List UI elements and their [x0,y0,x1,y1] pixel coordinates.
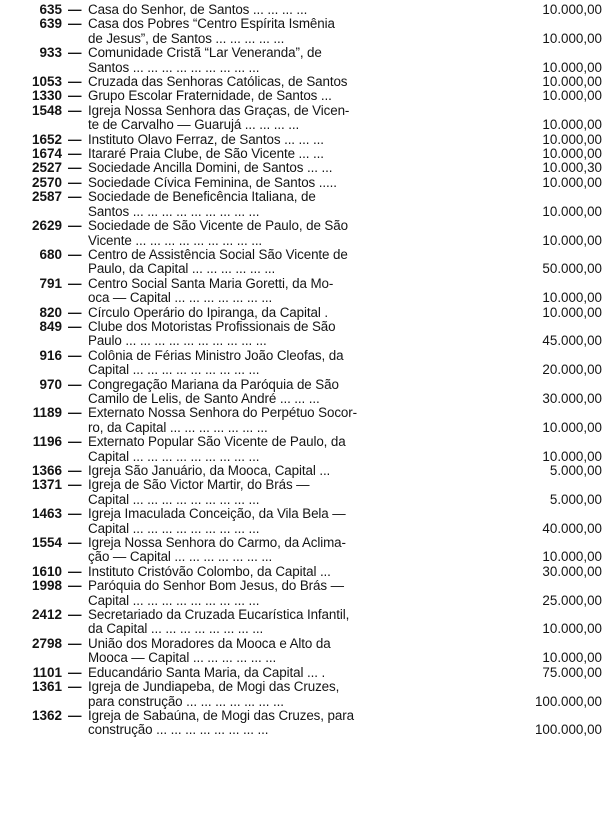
entry-dash: — [68,174,82,190]
entry-dash: — [68,275,82,291]
entry-list [6,3,602,738]
entry-dash: — [68,16,82,32]
entry-dash: — [68,434,82,450]
entry-number: 970 [39,376,62,392]
entry-number: 1610 [31,563,62,579]
list-item [6,306,602,320]
description-line: te de Carvalho — Guarujá ... ... ... ... [88,118,300,133]
entry-dash: — [68,304,82,320]
description-line: Igreja Nossa Senhora das Graças, de Vicen- [88,103,350,118]
description-line: Casa dos Pobres “Centro Espírita Ismênia [88,17,335,32]
description-line: Clube dos Motoristas Profissionais de São [88,319,336,334]
entry-amount: 40.000,00 [542,520,602,536]
entry-description [88,666,474,680]
entry-number: 1366 [31,463,62,478]
description-line: ção — Capital ... ... ... ... ... ... ... [88,550,273,565]
entry-number: 2527 [31,160,62,176]
entry-description [88,464,474,478]
entry-amount: 30.000,00 [542,390,602,406]
description-line: Igreja Imaculada Conceição, da Vila Bela — [88,507,346,522]
entry-amount: 10.000,00 [542,88,602,104]
entry-dash: — [68,347,82,363]
entry-amount: 10.000,00 [542,448,602,464]
entry-amount: 10.000,00 [542,419,602,435]
entry-amount: 100.000,00 [534,693,602,709]
description-line: construção ... ... ... ... ... ... ... ... [88,723,269,738]
entry-dash: — [68,131,82,147]
entry-dash: — [68,463,82,478]
entry-amount: 10.000,00 [542,117,602,133]
entry-number: 635 [39,2,62,17]
entry-amount: 10.000,00 [542,203,602,219]
entry-number: 849 [39,318,62,334]
entry-description [88,320,474,349]
entry-dash: — [68,218,82,234]
description-line: para construção ... ... ... ... ... ... ... [88,694,284,709]
list-item [6,133,602,147]
entry-number: 2570 [31,174,62,190]
list-item [6,17,602,46]
list-item [6,147,602,161]
entry-amount: 100.000,00 [534,722,602,738]
description-line: Instituto Cristóvão Colombo, da Capital ... [88,564,331,579]
entry-dash: — [68,535,82,551]
entry-number: 2629 [31,218,62,234]
list-item [6,190,602,219]
description-line: Círculo Operário do Ipiranga, da Capital . [88,305,328,320]
entry-description [88,565,474,579]
entry-description [88,637,474,666]
entry-amount: 10.000,00 [542,621,602,637]
entry-number: 1196 [32,434,62,450]
entry-number: 820 [39,304,62,320]
list-item [6,579,602,608]
list-item [6,349,602,378]
entry-number: 1652 [31,131,62,147]
entry-description [88,608,474,637]
entry-number: 1361 [31,679,62,695]
entry-dash: — [68,635,82,651]
entry-dash: — [68,679,82,695]
entry-number: 1674 [31,146,62,162]
entry-dash: — [68,146,82,162]
description-line: Sociedade Ancilla Domini, de Santos ... ... [88,161,333,176]
description-line: Capital ... ... ... ... ... ... ... ... ... [88,492,260,507]
description-line: Externato Popular São Vicente de Paulo, da [88,435,346,450]
entry-description [88,306,474,320]
description-line: Capital ... ... ... ... ... ... ... ... ... [88,593,260,608]
entry-amount: 10.000,00 [542,74,602,90]
entry-dash: — [68,477,82,493]
entry-description [88,190,474,219]
entry-amount: 75.000,00 [542,664,602,680]
list-item [6,75,602,89]
description-line: Camilo de Lelis, de Santo André ... ... ... [88,391,320,406]
entry-number: 680 [39,246,62,262]
entry-dash: — [68,506,82,522]
description-line: Itararé Praia Clube, de São Vicente ... ... [88,147,324,162]
entry-description [88,3,474,17]
description-line: Sociedade de São Vicente de Paulo, de São [88,219,348,234]
entry-description [88,680,474,709]
entry-description [88,133,474,147]
list-item [6,46,602,75]
entry-dash: — [68,376,82,392]
entry-amount: 10.000,00 [542,30,602,46]
entry-number: 2587 [31,189,62,205]
entry-number: 916 [39,347,62,363]
description-line: Paróquia do Senhor Bom Jesus, do Brás — [88,579,344,594]
entry-number: 933 [39,45,62,61]
description-line: Capital ... ... ... ... ... ... ... ... ... [88,363,260,378]
list-item [6,536,602,565]
description-line: oca — Capital ... ... ... ... ... ... ... [88,291,273,306]
description-line: Comunidade Cristã “Lar Veneranda”, de [88,46,322,61]
entry-description [88,104,474,133]
description-line: Vicente ... ... ... ... ... ... ... ... ... [88,233,263,248]
entry-dash: — [68,2,82,17]
description-line: Santos ... ... ... ... ... ... ... ... ... [88,204,260,219]
entry-amount: 10.000,00 [542,650,602,666]
description-line: Capital ... ... ... ... ... ... ... ... ... [88,521,260,536]
list-item [6,637,602,666]
entry-dash: — [68,45,82,61]
list-item [6,478,602,507]
list-item [6,277,602,306]
entry-amount: 10.000,00 [542,131,602,147]
entry-amount: 10.000,30 [542,160,602,176]
description-line: Educandário Santa Maria, da Capital ... . [88,665,326,680]
entry-number: 1554 [31,535,62,551]
description-line: Cruzada das Senhoras Católicas, de Santos [88,75,348,90]
description-line: da Capital ... ... ... ... ... ... ... ... [88,622,264,637]
description-line: Igreja de Jundiapeba, de Mogi das Cruzes, [88,680,340,695]
entry-description [88,378,474,407]
entry-description [88,349,474,378]
description-line: Sociedade de Beneficência Italiana, de [88,190,316,205]
entry-description [88,478,474,507]
list-item [6,104,602,133]
list-item [6,378,602,407]
description-line: Externato Nossa Senhora do Perpétuo Socor- [88,406,357,421]
entry-amount: 10.000,00 [542,2,602,17]
entry-amount: 30.000,00 [542,563,602,579]
entry-number: 1189 [32,405,62,421]
entry-amount: 10.000,00 [542,549,602,565]
list-item [6,435,602,464]
entry-number: 2412 [31,607,62,623]
description-line: Congregação Mariana da Paróquia de São [88,377,339,392]
entry-description [88,161,474,175]
list-item [6,709,602,738]
entry-dash: — [68,563,82,579]
list-item [6,507,602,536]
entry-description [88,17,474,46]
entry-number: 1998 [31,578,62,594]
description-line: Paulo, da Capital ... ... ... ... ... ... [88,262,276,277]
entry-description [88,435,474,464]
list-item [6,666,602,680]
entry-number: 1463 [31,506,62,522]
entry-dash: — [68,578,82,594]
entry-description [88,219,474,248]
list-item [6,565,602,579]
entry-dash: — [68,318,82,334]
entry-amount: 50.000,00 [542,261,602,277]
description-line: União dos Moradores da Mooca e Alto da [88,636,331,651]
entry-amount: 10.000,00 [542,174,602,190]
entry-number: 1362 [31,707,62,723]
list-item [6,608,602,637]
entry-description [88,277,474,306]
entry-description [88,176,474,190]
list-item [6,680,602,709]
description-line: Igreja São Januário, da Mooca, Capital ... [88,464,331,478]
entry-description [88,709,474,738]
entry-dash: — [68,88,82,104]
entry-description [88,75,474,89]
list-item [6,219,602,248]
description-line: Centro de Assistência Social São Vicente de [88,247,348,262]
entry-number: 1101 [32,664,62,680]
description-line: Sociedade Cívica Feminina, de Santos ..... [88,175,337,190]
entry-description [88,248,474,277]
entry-dash: — [68,607,82,623]
description-line: Colônia de Férias Ministro João Cleofas, da [88,348,344,363]
entry-description [88,46,474,75]
entry-number: 1548 [31,102,62,118]
entry-amount: 20.000,00 [542,362,602,378]
entry-dash: — [68,189,82,205]
entry-amount: 10.000,00 [542,59,602,75]
description-line: Capital ... ... ... ... ... ... ... ... ... [88,449,260,464]
description-line: Centro Social Santa Maria Goretti, da Mo- [88,276,334,291]
entry-dash: — [68,246,82,262]
entry-amount: 45.000,00 [542,333,602,349]
entry-number: 639 [39,16,62,32]
entry-dash: — [68,405,82,421]
description-line: de Jesus”, de Santos ... ... ... ... ... [88,31,285,46]
description-line: Grupo Escolar Fraternidade, de Santos ... [88,89,332,104]
list-item [6,320,602,349]
description-line: Instituto Olavo Ferraz, de Santos ... ... ... [88,132,324,147]
entry-amount: 5.000,00 [549,491,602,507]
entry-dash: — [68,707,82,723]
list-item [6,176,602,190]
entry-description [88,507,474,536]
entry-number: 1053 [31,74,62,90]
entry-dash: — [68,664,82,680]
entry-amount: 25.000,00 [542,592,602,608]
list-item [6,406,602,435]
description-line: Paulo ... ... ... ... ... ... ... ... ... ... [88,334,267,349]
entry-amount: 10.000,00 [542,304,602,320]
entry-dash: — [68,102,82,118]
list-item [6,161,602,175]
description-line: Santos ... ... ... ... ... ... ... ... ... [88,60,260,75]
description-line: Casa do Senhor, de Santos ... ... ... ... [88,3,308,17]
entry-amount: 10.000,00 [542,232,602,248]
description-line: Igreja de São Victor Martir, do Brás — [88,478,310,493]
entry-description [88,89,474,103]
entry-number: 1330 [31,88,62,104]
entry-amount: 10.000,00 [542,290,602,306]
entry-description [88,536,474,565]
entry-number: 791 [39,275,62,291]
entry-dash: — [68,74,82,90]
entry-number: 1371 [31,477,62,493]
description-line: Secretariado da Cruzada Eucarística Infantil, [88,608,350,623]
list-item [6,248,602,277]
description-line: Igreja Nossa Senhora do Carmo, da Aclima- [88,536,346,551]
entry-amount: 10.000,00 [542,146,602,162]
list-item [6,464,602,478]
description-line: Mooca — Capital ... ... ... ... ... ... [88,651,277,666]
entry-description [88,147,474,161]
list-item [6,3,602,17]
description-line: Igreja de Sabaúna, de Mogi das Cruzes, para [88,708,354,723]
description-line: ro, da Capital ... ... ... ... ... ... ... [88,420,268,435]
list-item [6,89,602,103]
entry-number: 2798 [31,635,62,651]
entry-dash: — [68,160,82,176]
entry-amount: 5.000,00 [549,463,602,478]
entry-description [88,579,474,608]
entry-description [88,406,474,435]
